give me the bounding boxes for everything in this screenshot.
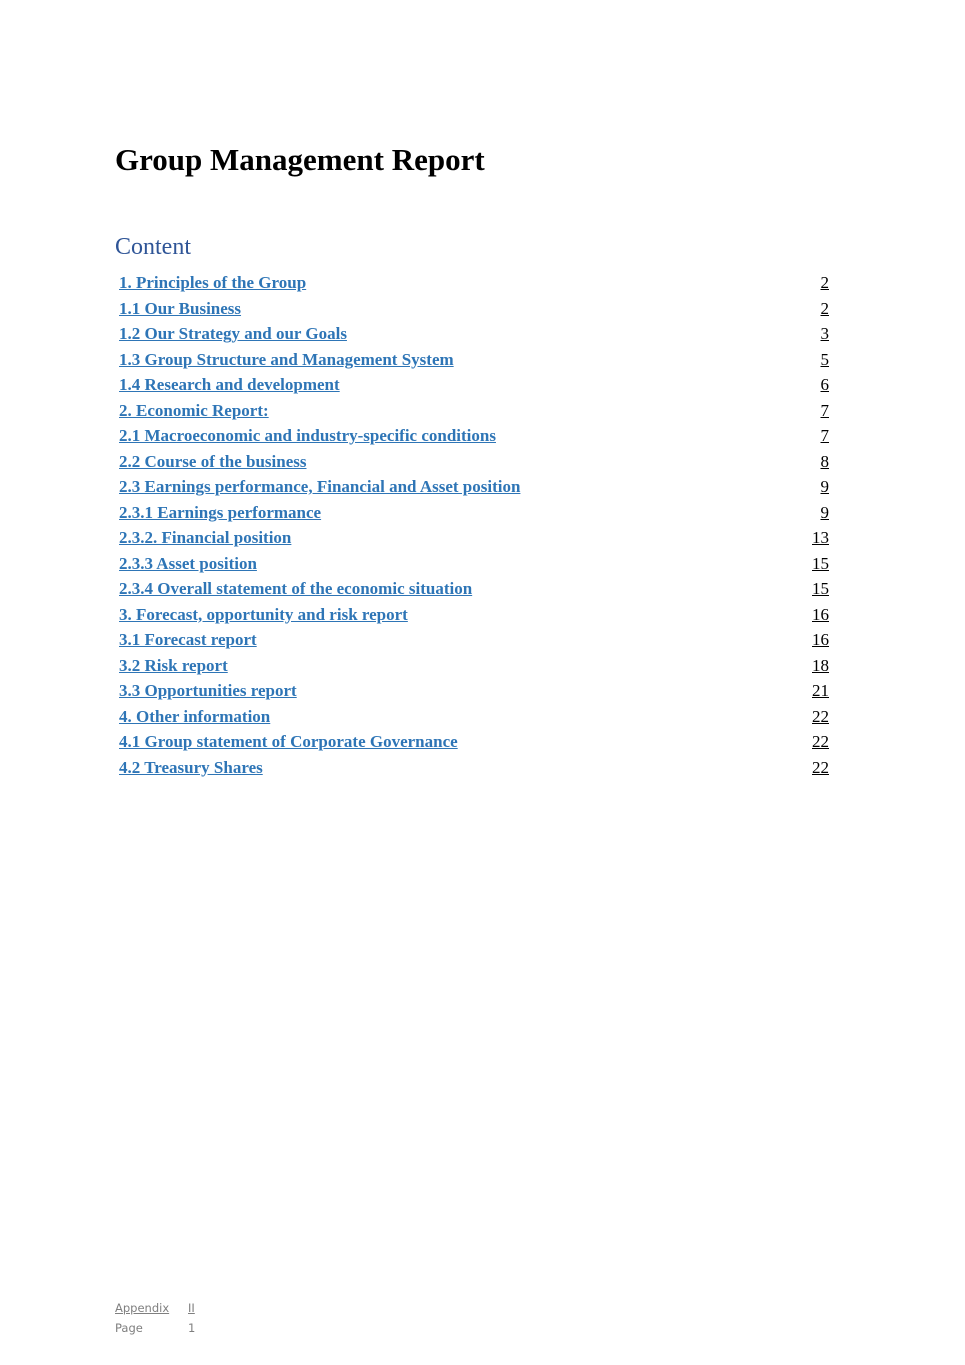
footer-page-row [115, 1318, 195, 1338]
toc-entry [119, 321, 829, 347]
toc-entry-link[interactable]: 3. Forecast, opportunity and risk report [119, 604, 408, 624]
toc-entry-link[interactable]: 4.1 Group statement of Corporate Governance [119, 732, 458, 751]
toc-entry-link[interactable]: 4. Other information [119, 706, 271, 726]
table-of-contents [119, 270, 829, 780]
toc-entry-page-number[interactable]: 6 [820, 375, 829, 394]
toc-entry [119, 678, 829, 704]
toc-entry-link[interactable]: 3.3 Opportunities report [119, 681, 297, 700]
toc-entry-link[interactable]: 1. Principles of the Group [119, 273, 307, 292]
toc-entry [119, 602, 829, 628]
footer-appendix-value: II [188, 1301, 195, 1315]
toc-entry-link[interactable]: 3.1 Forecast report [119, 630, 257, 649]
toc-entry-page-number[interactable]: 2 [820, 273, 829, 292]
toc-entry-link[interactable]: 2.1 Macroeconomic and industry-specific conditions [119, 426, 496, 445]
toc-entry-link[interactable]: 2.3.1 Earnings performance [119, 502, 322, 522]
toc-entry [119, 423, 829, 449]
toc-entry [119, 627, 829, 653]
toc-entry [119, 551, 829, 577]
toc-entry-link[interactable]: 1.1 Our Business [119, 298, 242, 318]
toc-entry-page-number[interactable]: 18 [812, 655, 829, 675]
toc-entry-link[interactable]: 2.3.3 Asset position [119, 553, 257, 573]
toc-entry-link[interactable]: 2.2 Course of the business [119, 451, 307, 471]
toc-entry-link[interactable]: 1.2 Our Strategy and our Goals [119, 324, 347, 343]
toc-entry-link[interactable]: 4.2 Treasury Shares [119, 757, 263, 777]
toc-entry-page-number[interactable]: 21 [812, 681, 829, 700]
toc-entry-page-number[interactable]: 9 [820, 477, 829, 496]
toc-entry-page-number[interactable]: 8 [820, 451, 829, 471]
toc-entry [119, 347, 829, 373]
toc-entry-link[interactable]: 1.3 Group Structure and Management System [119, 349, 454, 369]
toc-entry [119, 704, 829, 730]
toc-entry-page-number[interactable]: 2 [820, 298, 829, 318]
toc-entry [119, 398, 829, 424]
toc-entry-page-number[interactable]: 16 [812, 630, 829, 649]
toc-entry [119, 474, 829, 500]
toc-entry [119, 576, 829, 602]
toc-entry-page-number[interactable]: 16 [812, 604, 829, 624]
toc-entry [119, 449, 829, 475]
toc-heading: Content [115, 234, 191, 260]
footer-page-number: 1 [188, 1321, 196, 1335]
toc-entry [119, 525, 829, 551]
toc-entry [119, 500, 829, 526]
toc-entry [119, 729, 829, 755]
toc-entry-page-number[interactable]: 22 [812, 732, 829, 751]
toc-entry-link[interactable]: 2.3.2. Financial position [119, 528, 292, 547]
footer-appendix-label: Appendix [115, 1301, 170, 1315]
toc-entry-link[interactable]: 2.3 Earnings performance, Financial and Asset position [119, 477, 521, 496]
toc-entry [119, 296, 829, 322]
toc-entry-page-number[interactable]: 5 [820, 349, 829, 369]
toc-entry-page-number[interactable]: 7 [820, 426, 829, 445]
footer-appendix-row [115, 1298, 195, 1318]
toc-entry-page-number[interactable]: 13 [812, 528, 829, 547]
toc-entry-page-number[interactable]: 7 [820, 400, 829, 420]
toc-entry-link[interactable]: 3.2 Risk report [119, 655, 228, 675]
page-footer [115, 1298, 195, 1338]
toc-entry [119, 270, 829, 296]
toc-entry-page-number[interactable]: 22 [812, 757, 829, 777]
toc-entry-page-number[interactable]: 22 [812, 706, 829, 726]
toc-entry [119, 653, 829, 679]
toc-entry-link[interactable]: 2. Economic Report: [119, 400, 269, 420]
toc-entry-page-number[interactable]: 15 [812, 553, 829, 573]
footer-page-label: Page [115, 1321, 143, 1335]
toc-entry-link[interactable]: 1.4 Research and development [119, 375, 340, 394]
toc-entry-page-number[interactable]: 9 [820, 502, 829, 522]
toc-entry-page-number[interactable]: 15 [812, 579, 829, 598]
toc-entry-link[interactable]: 2.3.4 Overall statement of the economic situation [119, 579, 473, 598]
toc-entry [119, 755, 829, 781]
toc-entry-page-number[interactable]: 3 [820, 324, 829, 343]
toc-entry [119, 372, 829, 398]
page-title: Group Management Report [115, 142, 485, 177]
